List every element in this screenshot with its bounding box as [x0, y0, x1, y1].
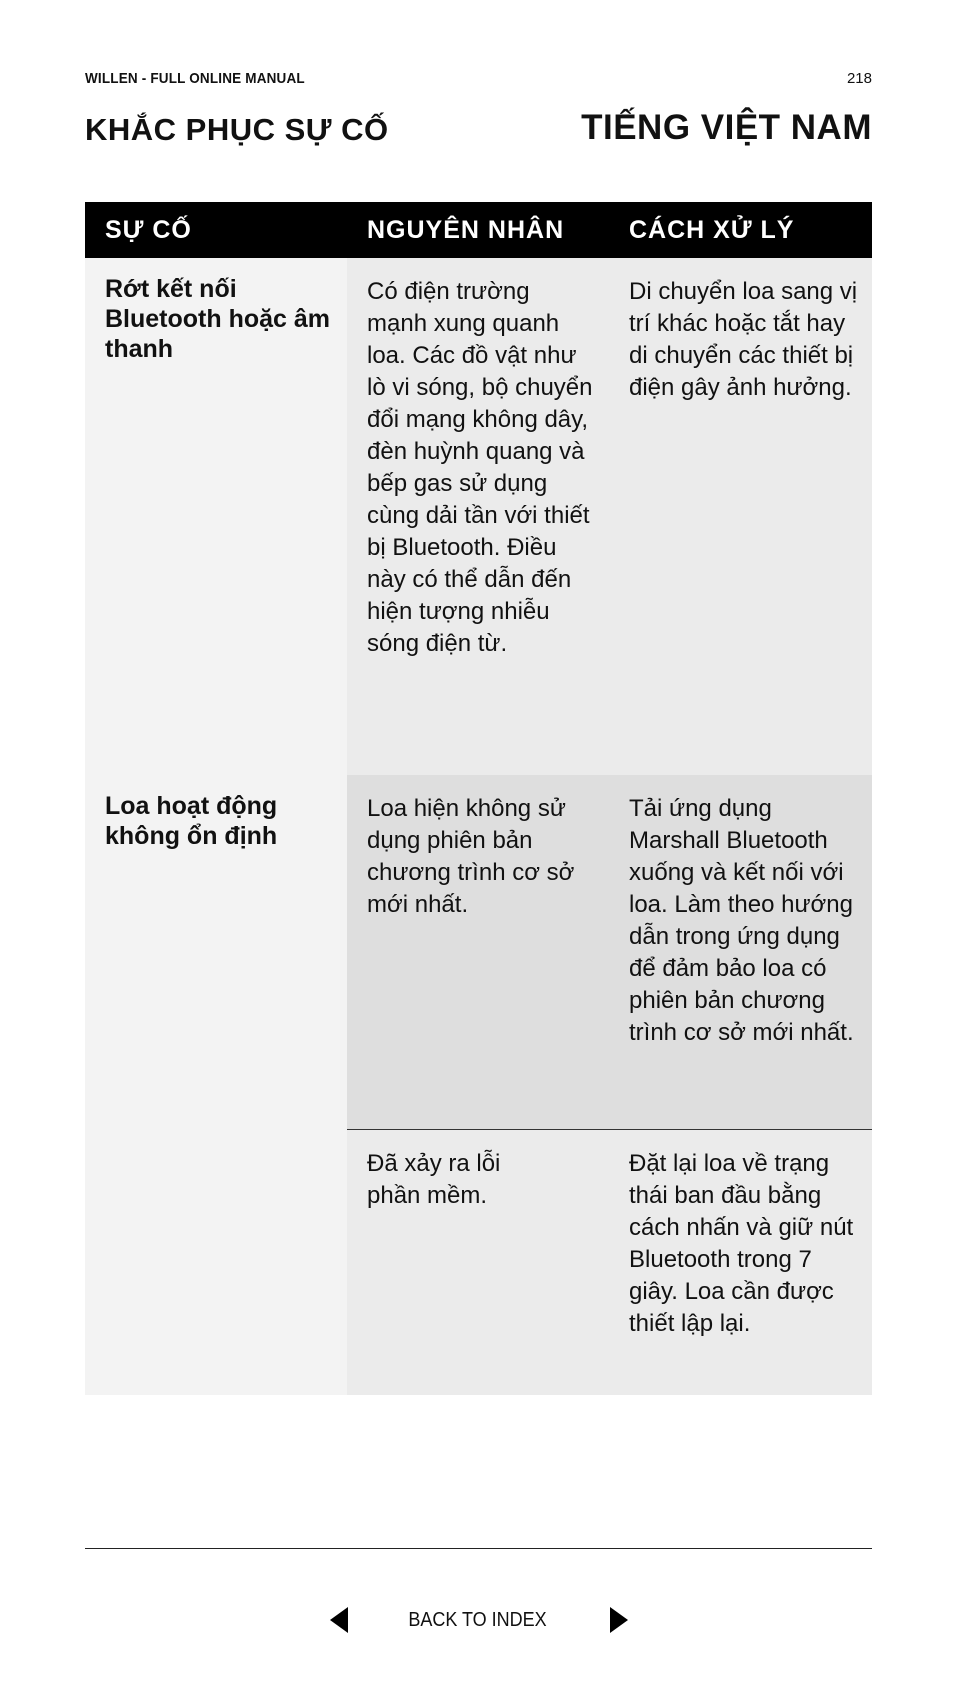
triangle-left-icon[interactable]	[330, 1607, 348, 1633]
language-title: TIẾNG VIỆT NAM	[581, 108, 872, 147]
table-row	[347, 775, 872, 1129]
table-row	[347, 1130, 872, 1395]
solution-cell: Tải ứng dụng Marshall Bluetooth xuống và kết nối với loa. Làm theo hướng dẫn trong ứng dụng để đảm bảo loa có phiên bản chương trình cơ sở mới nhất.	[609, 775, 872, 1129]
back-to-index-link[interactable]: BACK TO INDEX	[408, 1609, 547, 1631]
column-header-solution: CÁCH XỬ LÝ	[629, 216, 795, 244]
cause-cell: Đã xảy ra lỗi phần mềm.	[347, 1130, 609, 1395]
problem-cell: Rớt kết nối Bluetooth hoặc âm thanh	[85, 258, 347, 775]
solution-cell: Đặt lại loa về trạng thái ban đầu bằng cách nhấn và giữ nút Bluetooth trong 7 giây. Loa cần được thiết lập lại.	[609, 1130, 872, 1395]
column-header-cause: NGUYÊN NHÂN	[367, 216, 565, 244]
triangle-right-icon[interactable]	[610, 1607, 628, 1633]
cause-cell: Có điện trường mạnh xung quanh loa. Các đồ vật như lò vi sóng, bộ chuyển đổi mạng không dây, đèn huỳnh quang và bếp gas sử dụng cùng dải tần với thiết bị Bluetooth. Điều này có thể dẫn đến hiện tượng nhiễu sóng điện từ.	[347, 258, 609, 775]
table-row-group	[85, 775, 872, 1395]
table-header	[85, 202, 872, 258]
problem-cell: Loa hoạt động không ổn định	[85, 775, 347, 1395]
cause-cell: Loa hiện không sử dụng phiên bản chương trình cơ sở mới nhất.	[347, 775, 609, 1129]
troubleshooting-table	[85, 202, 872, 1395]
column-header-problem: SỰ CỐ	[105, 216, 192, 244]
running-head: WILLEN - FULL ONLINE MANUAL	[85, 70, 305, 87]
table-row	[85, 258, 872, 775]
solution-cell: Di chuyển loa sang vị trí khác hoặc tắt hay di chuyển các thiết bị điện gây ảnh hưởng.	[609, 258, 872, 775]
footer-divider	[85, 1548, 872, 1549]
section-title: KHẮC PHỤC SỰ CỐ	[85, 112, 389, 147]
page-number: 218	[846, 70, 872, 87]
footer-navigation	[0, 1600, 954, 1640]
